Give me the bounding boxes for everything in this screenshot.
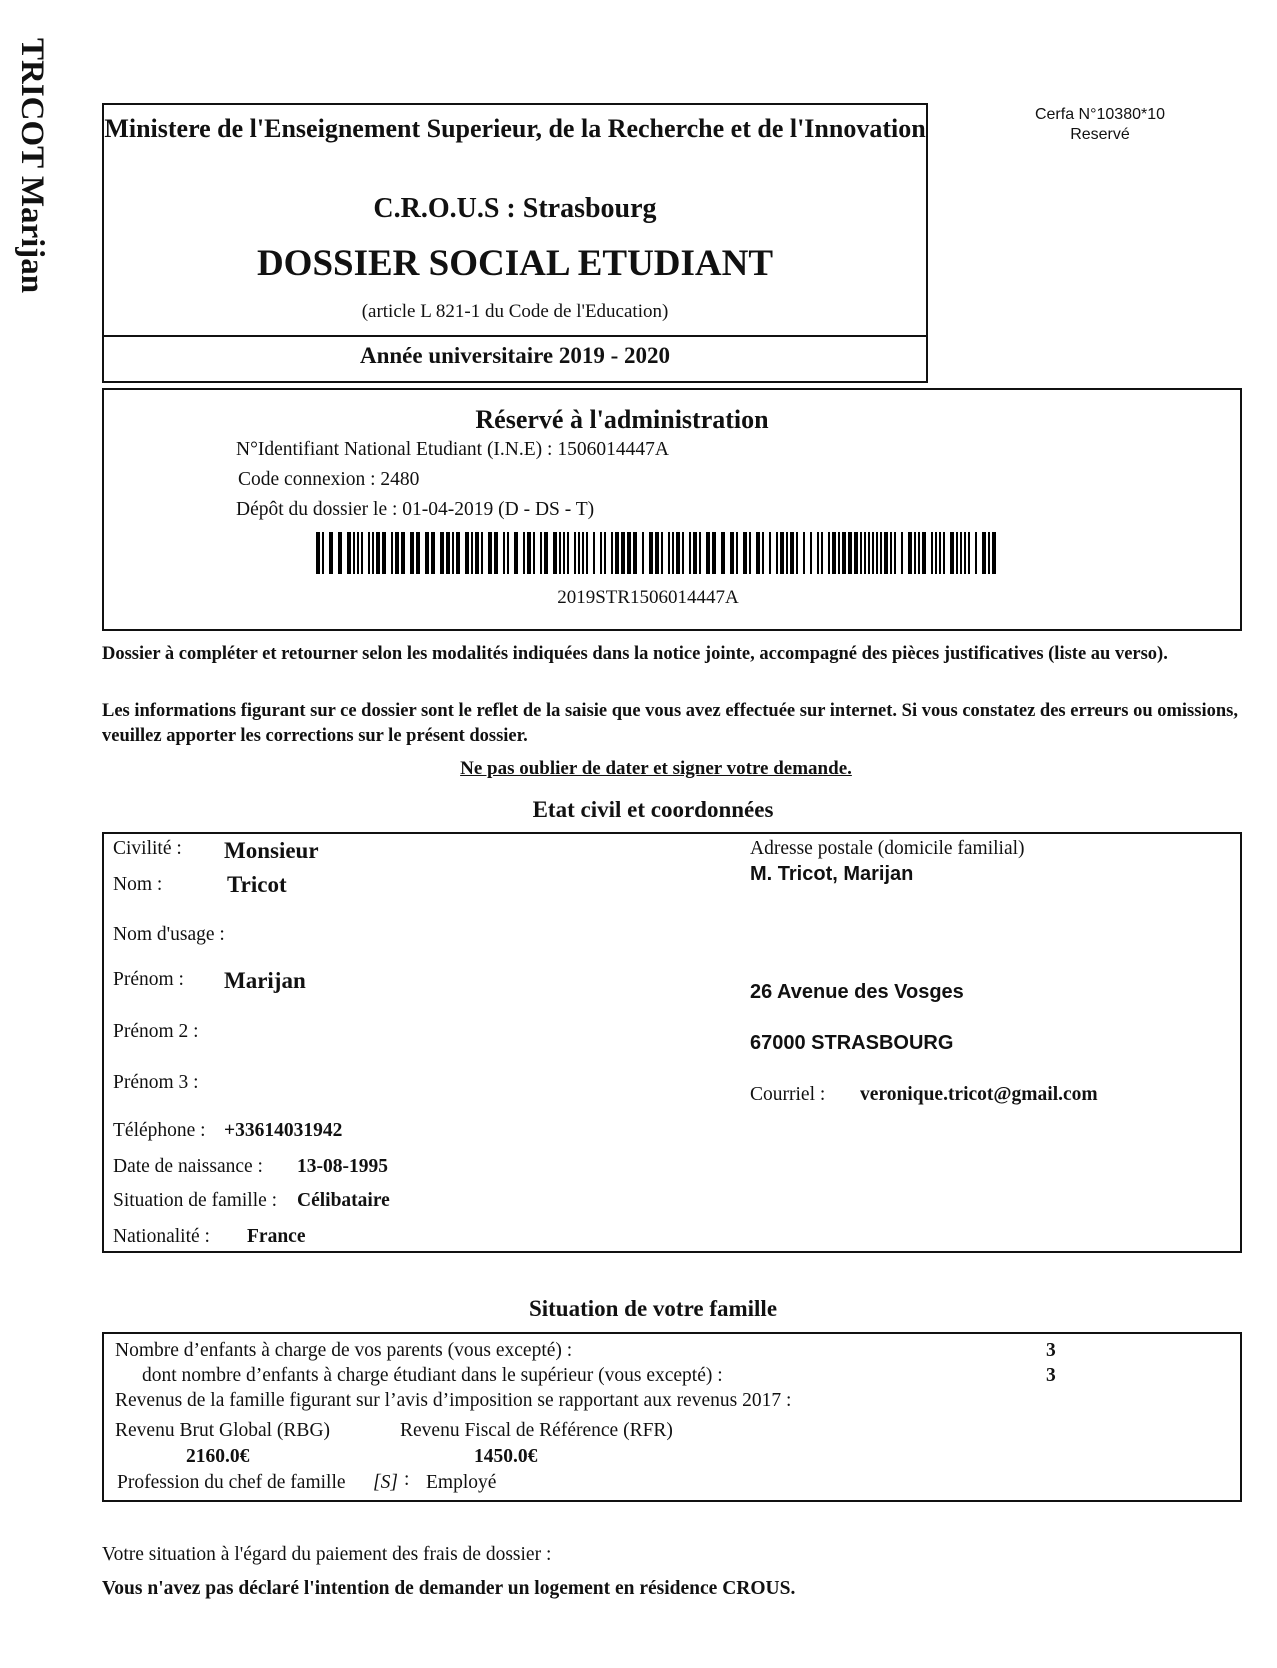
barcode-bar bbox=[627, 532, 631, 574]
depot-line: Dépôt du dossier le : 01-04-2019 (D - DS - T) bbox=[236, 499, 595, 520]
etudiants-label: dont nombre d’enfants à charge étudiant dans le supérieur (vous excepté) : bbox=[142, 1365, 723, 1386]
barcode-bar bbox=[699, 532, 701, 574]
ine-line: N°Identifiant National Etudiant (I.N.E) : 1506014447A bbox=[236, 439, 669, 460]
barcode-bar bbox=[786, 532, 788, 574]
telephone-value: +33614031942 bbox=[224, 1120, 343, 1141]
nationalite-label: Nationalité : bbox=[113, 1226, 210, 1247]
instructions-paragraph-2: Les informations figurant sur ce dossier sont le reflet de la saisie que vous avez effectuée sur internet. Si vous constatez des erreurs ou omissions, veuillez apporter les corrections sur le présent dossier. bbox=[102, 701, 1238, 746]
side-name-label bbox=[10, 38, 50, 338]
barcode-bar bbox=[347, 532, 351, 574]
courriel-value: veronique.tricot@gmail.com bbox=[860, 1084, 1098, 1105]
barcode-bar bbox=[514, 532, 518, 574]
adresse-rue: 26 Avenue des Vosges bbox=[750, 981, 964, 1003]
barcode-bar bbox=[655, 532, 659, 574]
barcode-bar bbox=[642, 532, 644, 574]
barcode-bar bbox=[908, 532, 912, 574]
rbg-label: Revenu Brut Global (RBG) bbox=[115, 1420, 331, 1441]
barcode-bar bbox=[621, 532, 625, 574]
ministry-title: Ministere de l'Enseignement Superieur, de la Recherche et de l'Innovation bbox=[104, 114, 926, 143]
barcode-bar bbox=[425, 532, 429, 574]
admin-title: Réservé à l'administration bbox=[475, 405, 769, 434]
barcode-bar bbox=[884, 532, 888, 574]
barcode-bar bbox=[523, 532, 525, 574]
barcode-bar bbox=[736, 532, 738, 574]
prenom2-label: Prénom 2 : bbox=[113, 1021, 199, 1042]
revenus-label: Revenus de la famille figurant sur l’avis d’imposition se rapportant aux revenus 2017 : bbox=[115, 1390, 792, 1411]
barcode-bar bbox=[563, 532, 565, 574]
barcode-bar bbox=[796, 532, 798, 574]
barcode-bar bbox=[880, 532, 882, 574]
etudiants-value: 3 bbox=[1046, 1365, 1056, 1386]
barcode-bar bbox=[533, 532, 535, 574]
paiement-text: Votre situation à l'égard du paiement des frais de dossier : bbox=[102, 1544, 552, 1565]
academic-year: Année universitaire 2019 - 2020 bbox=[359, 343, 671, 368]
enfants-value: 3 bbox=[1046, 1340, 1056, 1361]
profession-label: Profession du chef de famille bbox=[117, 1472, 346, 1493]
barcode-bar bbox=[860, 532, 862, 574]
barcode-bar bbox=[749, 532, 751, 574]
logement-text: Vous n'avez pas déclaré l'intention de demander un logement en résidence CROUS. bbox=[102, 1578, 796, 1599]
barcode-bar bbox=[693, 532, 697, 574]
barcode-bar bbox=[780, 532, 784, 574]
profession-code: [S] bbox=[373, 1472, 398, 1493]
barcode-bar bbox=[329, 532, 333, 574]
admin-box bbox=[102, 388, 1242, 631]
barcode-bar bbox=[950, 532, 954, 574]
barcode-bar bbox=[821, 532, 823, 574]
courriel-label: Courriel : bbox=[750, 1084, 826, 1105]
barcode-bar bbox=[488, 532, 492, 574]
barcode-bar bbox=[322, 532, 324, 574]
barcode-bar bbox=[567, 532, 569, 574]
barcode-bar bbox=[848, 532, 852, 574]
barcode-bar bbox=[672, 532, 674, 574]
barcode-bar bbox=[376, 532, 380, 574]
cerfa-number: Cerfa N°10380*10 bbox=[1034, 106, 1166, 123]
barcode-bar bbox=[868, 532, 870, 574]
barcode-bar bbox=[368, 532, 370, 574]
barcode-bar bbox=[931, 532, 933, 574]
barcode-bar bbox=[769, 532, 771, 574]
barcode-bar bbox=[817, 532, 819, 574]
barcode-bar bbox=[762, 532, 764, 574]
barcode-bar bbox=[507, 532, 509, 574]
barcode-bar bbox=[943, 532, 945, 574]
cerfa-note: Reservé bbox=[1070, 126, 1130, 143]
barcode-bar bbox=[586, 532, 588, 574]
barcode-bar bbox=[465, 532, 469, 574]
side-name-text: TRICOT Marijan bbox=[14, 38, 50, 294]
document-title: DOSSIER SOCIAL ETUDIANT bbox=[256, 243, 774, 284]
barcode-bar bbox=[960, 532, 962, 574]
barcode-bar bbox=[914, 532, 916, 574]
barcode-bar bbox=[918, 532, 920, 574]
barcode-bar bbox=[842, 532, 846, 574]
barcode-bar bbox=[982, 532, 986, 574]
barcode-bar bbox=[743, 532, 747, 574]
civilite-value: Monsieur bbox=[224, 838, 319, 863]
barcode bbox=[316, 532, 998, 574]
barcode-bar bbox=[649, 532, 653, 574]
barcode-bar bbox=[776, 532, 778, 574]
barcode-bar bbox=[410, 532, 414, 574]
rfr-label: Revenu Fiscal de Référence (RFR) bbox=[400, 1420, 673, 1441]
situation-label: Situation de famille : bbox=[113, 1190, 278, 1211]
code-connexion-line: Code connexion : 2480 bbox=[238, 469, 420, 490]
situation-value: Célibataire bbox=[297, 1190, 390, 1211]
header-divider bbox=[104, 335, 926, 337]
profession-value: Employé bbox=[426, 1472, 497, 1493]
barcode-bar bbox=[803, 532, 805, 574]
barcode-bar bbox=[730, 532, 734, 574]
enfants-label: Nombre d’enfants à charge de vos parents (vous excepté) : bbox=[115, 1340, 573, 1361]
nom-label: Nom : bbox=[113, 874, 163, 895]
instructions-paragraph-1: Dossier à compléter et retourner selon les modalités indiquées dans la notice jointe, accompagné des pièces justificatives (liste au verso). bbox=[102, 644, 1168, 664]
barcode-bar bbox=[935, 532, 937, 574]
barcode-bar bbox=[828, 532, 830, 574]
barcode-bar bbox=[582, 532, 584, 574]
barcode-bar bbox=[527, 532, 531, 574]
nom-value: Tricot bbox=[227, 872, 287, 897]
barcode-bar bbox=[391, 532, 393, 574]
barcode-bar bbox=[372, 532, 374, 574]
barcode-bar bbox=[494, 532, 498, 574]
barcode-bar bbox=[475, 532, 479, 574]
barcode-bar bbox=[661, 532, 663, 574]
barcode-bar bbox=[382, 532, 386, 574]
civilite-label: Civilité : bbox=[113, 838, 182, 859]
barcode-bar bbox=[810, 532, 812, 574]
barcode-bar bbox=[401, 532, 405, 574]
adresse-label: Adresse postale (domicile familial) bbox=[750, 838, 1025, 859]
barcode-bar bbox=[357, 532, 359, 574]
family-box bbox=[102, 1332, 1242, 1502]
barcode-bar bbox=[431, 532, 435, 574]
barcode-bar bbox=[712, 532, 716, 574]
barcode-bar bbox=[416, 532, 420, 574]
profession-colon: : bbox=[404, 1469, 410, 1490]
barcode-bar bbox=[988, 532, 990, 574]
article-reference: (article L 821-1 du Code de l'Education) bbox=[361, 301, 669, 322]
barcode-bar bbox=[864, 532, 866, 574]
family-section-title: Situation de votre famille bbox=[528, 1296, 778, 1321]
cerfa-block bbox=[1015, 105, 1185, 145]
barcode-bar bbox=[353, 532, 355, 574]
civil-section-title: Etat civil et coordonnées bbox=[532, 797, 774, 822]
prenom-value: Marijan bbox=[224, 968, 306, 993]
barcode-bar bbox=[939, 532, 941, 574]
telephone-label: Téléphone : bbox=[113, 1120, 206, 1141]
prenom3-label: Prénom 3 : bbox=[113, 1072, 199, 1093]
barcode-bar bbox=[756, 532, 760, 574]
barcode-bar bbox=[559, 532, 561, 574]
barcode-number: 2019STR1506014447A bbox=[557, 587, 739, 608]
barcode-bar bbox=[721, 532, 725, 574]
adresse-ville: 67000 STRASBOURG bbox=[750, 1032, 954, 1054]
barcode-bar bbox=[611, 532, 613, 574]
barcode-bar bbox=[689, 532, 691, 574]
barcode-bar bbox=[446, 532, 450, 574]
barcode-bar bbox=[503, 532, 505, 574]
barcode-bar bbox=[544, 532, 548, 574]
barcode-bar bbox=[706, 532, 710, 574]
barcode-bar bbox=[316, 532, 320, 574]
barcode-bar bbox=[471, 532, 473, 574]
naissance-value: 13-08-1995 bbox=[297, 1156, 388, 1177]
barcode-bar bbox=[574, 532, 576, 574]
barcode-bar bbox=[975, 532, 977, 574]
barcode-bar bbox=[894, 532, 896, 574]
barcode-bar bbox=[901, 532, 903, 574]
barcode-bar bbox=[682, 532, 684, 574]
barcode-bar bbox=[832, 532, 836, 574]
barcode-bar bbox=[922, 532, 926, 574]
prenom-label: Prénom : bbox=[113, 969, 184, 990]
barcode-bar bbox=[668, 532, 670, 574]
barcode-bar bbox=[854, 532, 858, 574]
barcode-bar bbox=[676, 532, 680, 574]
barcode-bar bbox=[838, 532, 840, 574]
barcode-bar bbox=[600, 532, 602, 574]
barcode-bar bbox=[593, 532, 595, 574]
barcode-bar bbox=[338, 532, 342, 574]
naissance-label: Date de naissance : bbox=[113, 1156, 263, 1177]
nom-usage-label: Nom d'usage : bbox=[113, 924, 225, 945]
barcode-bar bbox=[481, 532, 483, 574]
barcode-bar bbox=[890, 532, 892, 574]
barcode-bar bbox=[964, 532, 966, 574]
barcode-bar bbox=[790, 532, 794, 574]
barcode-bar bbox=[456, 532, 460, 574]
barcode-bar bbox=[968, 532, 970, 574]
barcode-bar bbox=[361, 532, 363, 574]
barcode-bar bbox=[440, 532, 444, 574]
barcode-bar bbox=[452, 532, 454, 574]
barcode-bar bbox=[615, 532, 619, 574]
barcode-bar bbox=[992, 532, 996, 574]
adresse-nom: M. Tricot, Marijan bbox=[750, 863, 914, 885]
barcode-bar bbox=[956, 532, 958, 574]
barcode-bar bbox=[395, 532, 399, 574]
crous-label: C.R.O.U.S : Strasbourg bbox=[373, 193, 657, 224]
barcode-bar bbox=[578, 532, 580, 574]
rbg-value: 2160.0€ bbox=[186, 1446, 250, 1467]
barcode-bar bbox=[553, 532, 557, 574]
barcode-bar bbox=[876, 532, 878, 574]
header-box bbox=[102, 103, 928, 383]
civil-box bbox=[102, 832, 1242, 1253]
barcode-bar bbox=[872, 532, 874, 574]
barcode-bar bbox=[540, 532, 542, 574]
barcode-bar bbox=[633, 532, 637, 574]
rfr-value: 1450.0€ bbox=[474, 1446, 538, 1467]
barcode-bar bbox=[604, 532, 606, 574]
nationalite-value: France bbox=[247, 1226, 306, 1247]
sign-reminder: Ne pas oublier de dater et signer votre demande. bbox=[460, 758, 852, 779]
